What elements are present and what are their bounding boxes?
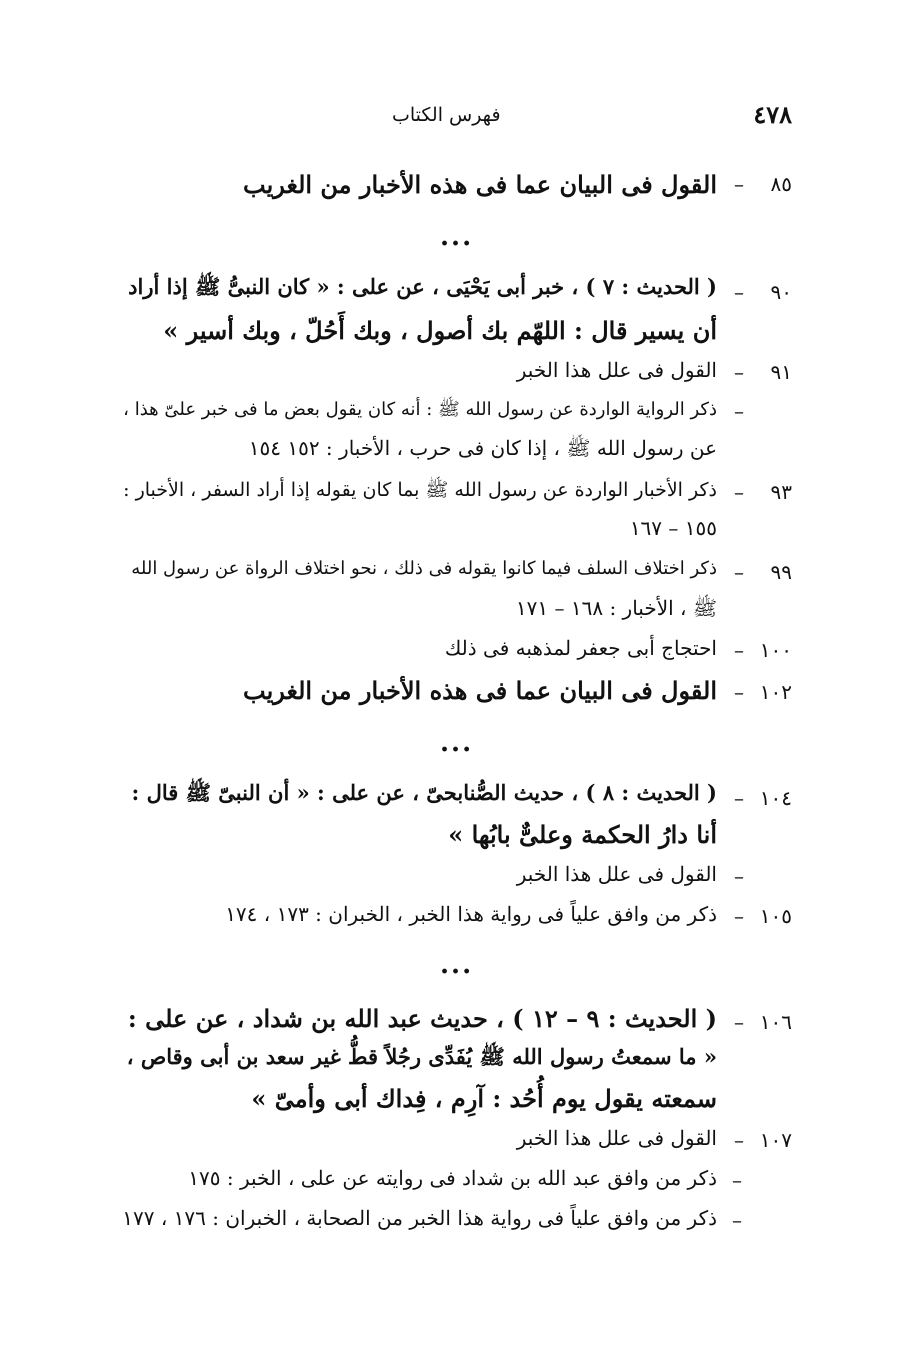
entry-number: ١٠٥ (759, 904, 792, 928)
entry-number: ١٠٤ (759, 786, 792, 810)
subentry-text: ذكر من وافق عبد الله بن شداد فى روايته عن على ، الخبر : ١٧٥ (188, 1166, 717, 1190)
entry-text: القول فى البيان عما فى هذه الأخبار من الغريب (243, 676, 717, 705)
page-number: ٤٧٨ (753, 100, 792, 129)
subentry-dash: – (734, 864, 744, 888)
entry-dash: – (734, 280, 744, 304)
entry-dash: – (734, 1010, 744, 1034)
entry-number: ١٠٢ (759, 680, 792, 704)
subentry-text: ذكر الرواية الواردة عن رسول الله ﷺ : أنه كان يقول بعض ما فى خبر علىّ هذا ، (123, 399, 717, 420)
entry-text: القول فى علل هذا الخبر (516, 1126, 717, 1150)
entry-dash: – (734, 904, 744, 928)
entry-text: ذكر اختلاف السلف فيما كانوا يقوله فى ذلك ، نحو اختلاف الرواة عن رسول الله (131, 558, 717, 579)
entry-number: ٩٣ (770, 480, 792, 504)
entry-text-continued: أن يسير قال : اللهّم بك أصول ، وبك أَحُلّ ، وبك أسير » (163, 316, 717, 345)
entry-number: ١٠٠ (759, 638, 792, 662)
subentry-dash: – (732, 1168, 742, 1192)
entry-dash: – (734, 560, 744, 584)
entry-number: ٩٩ (770, 560, 792, 584)
entry-text: القول فى البيان عما فى هذه الأخبار من الغريب (243, 170, 717, 199)
entry-number: ٨٥ (770, 172, 792, 196)
entry-text: القول فى علل هذا الخبر (516, 358, 717, 382)
subentry-text: القول فى علل هذا الخبر (516, 862, 717, 886)
ellipsis-separator: ... (440, 950, 474, 980)
entry-dash: – (734, 172, 744, 196)
entry-text: ذكر من وافق علياً فى رواية هذا الخبر ، الخبران : ١٧٣ ، ١٧٤ (225, 902, 717, 926)
entry-number: ١٠٦ (759, 1010, 792, 1034)
entry-number: ٩١ (770, 360, 792, 384)
entry-text-continued: ١٥٥ – ١٦٧ (629, 516, 717, 540)
entry-dash: – (734, 786, 744, 810)
entry-text-continued: سمعته يقول يوم أُحُد : آرِم ، فِداك أبى وأمىّ » (251, 1084, 717, 1113)
subentry-dash: – (732, 1208, 742, 1232)
entry-number: ٩٠ (770, 280, 792, 304)
entry-dash: – (734, 638, 744, 662)
subentry-text-continued: عن رسول الله ﷺ ، إذا كان فى حرب ، الأخبار : ١٥٢ ١٥٤ (248, 436, 717, 460)
ellipsis-separator: ... (440, 222, 474, 252)
ellipsis-separator: ... (440, 728, 474, 758)
entry-dash: – (734, 680, 744, 704)
entry-text: ( الحديث : ٨ ) ، حديث الصُّنابحىّ ، عن على : « أن النبىّ ﷺ قال : (131, 780, 717, 805)
entry-dash: – (734, 480, 744, 504)
entry-dash: – (734, 360, 744, 384)
entry-dash: – (734, 1128, 744, 1152)
entry-text: ( الحديث : ٧ ) ، خبر أبى يَحْيَى ، عن على : « كان النبىُّ ﷺ إذا أراد (128, 274, 717, 299)
entry-number: ١٠٧ (759, 1128, 792, 1152)
entry-text-continued: أنا دارُ الحكمة وعلىٌّ بابُها » (448, 820, 717, 849)
subentry-dash: – (734, 399, 744, 423)
entry-text: ذكر الأخبار الواردة عن رسول الله ﷺ بما كان يقوله إذا أراد السفر ، الأخبار : (123, 479, 717, 501)
subentry-text: ذكر من وافق علياً فى رواية هذا الخبر من الصحابة ، الخبران : ١٧٦ ، ١٧٧ (122, 1206, 717, 1230)
running-title: فهرس الكتاب (392, 104, 501, 126)
entry-text-continued: « ما سمعتُ رسول الله ﷺ يُفَدِّى رجُلاً قطُّ غير سعد بن أبى وقاص ، (126, 1044, 717, 1069)
entry-text-continued: ﷺ ، الأخبار : ١٦٨ – ١٧١ (515, 596, 717, 620)
entry-text: احتجاج أبى جعفر لمذهبه فى ذلك (444, 636, 717, 660)
entry-text: ( الحديث : ٩ – ١٢ ) ، حديث عبد الله بن شداد ، عن على : (127, 1004, 717, 1033)
